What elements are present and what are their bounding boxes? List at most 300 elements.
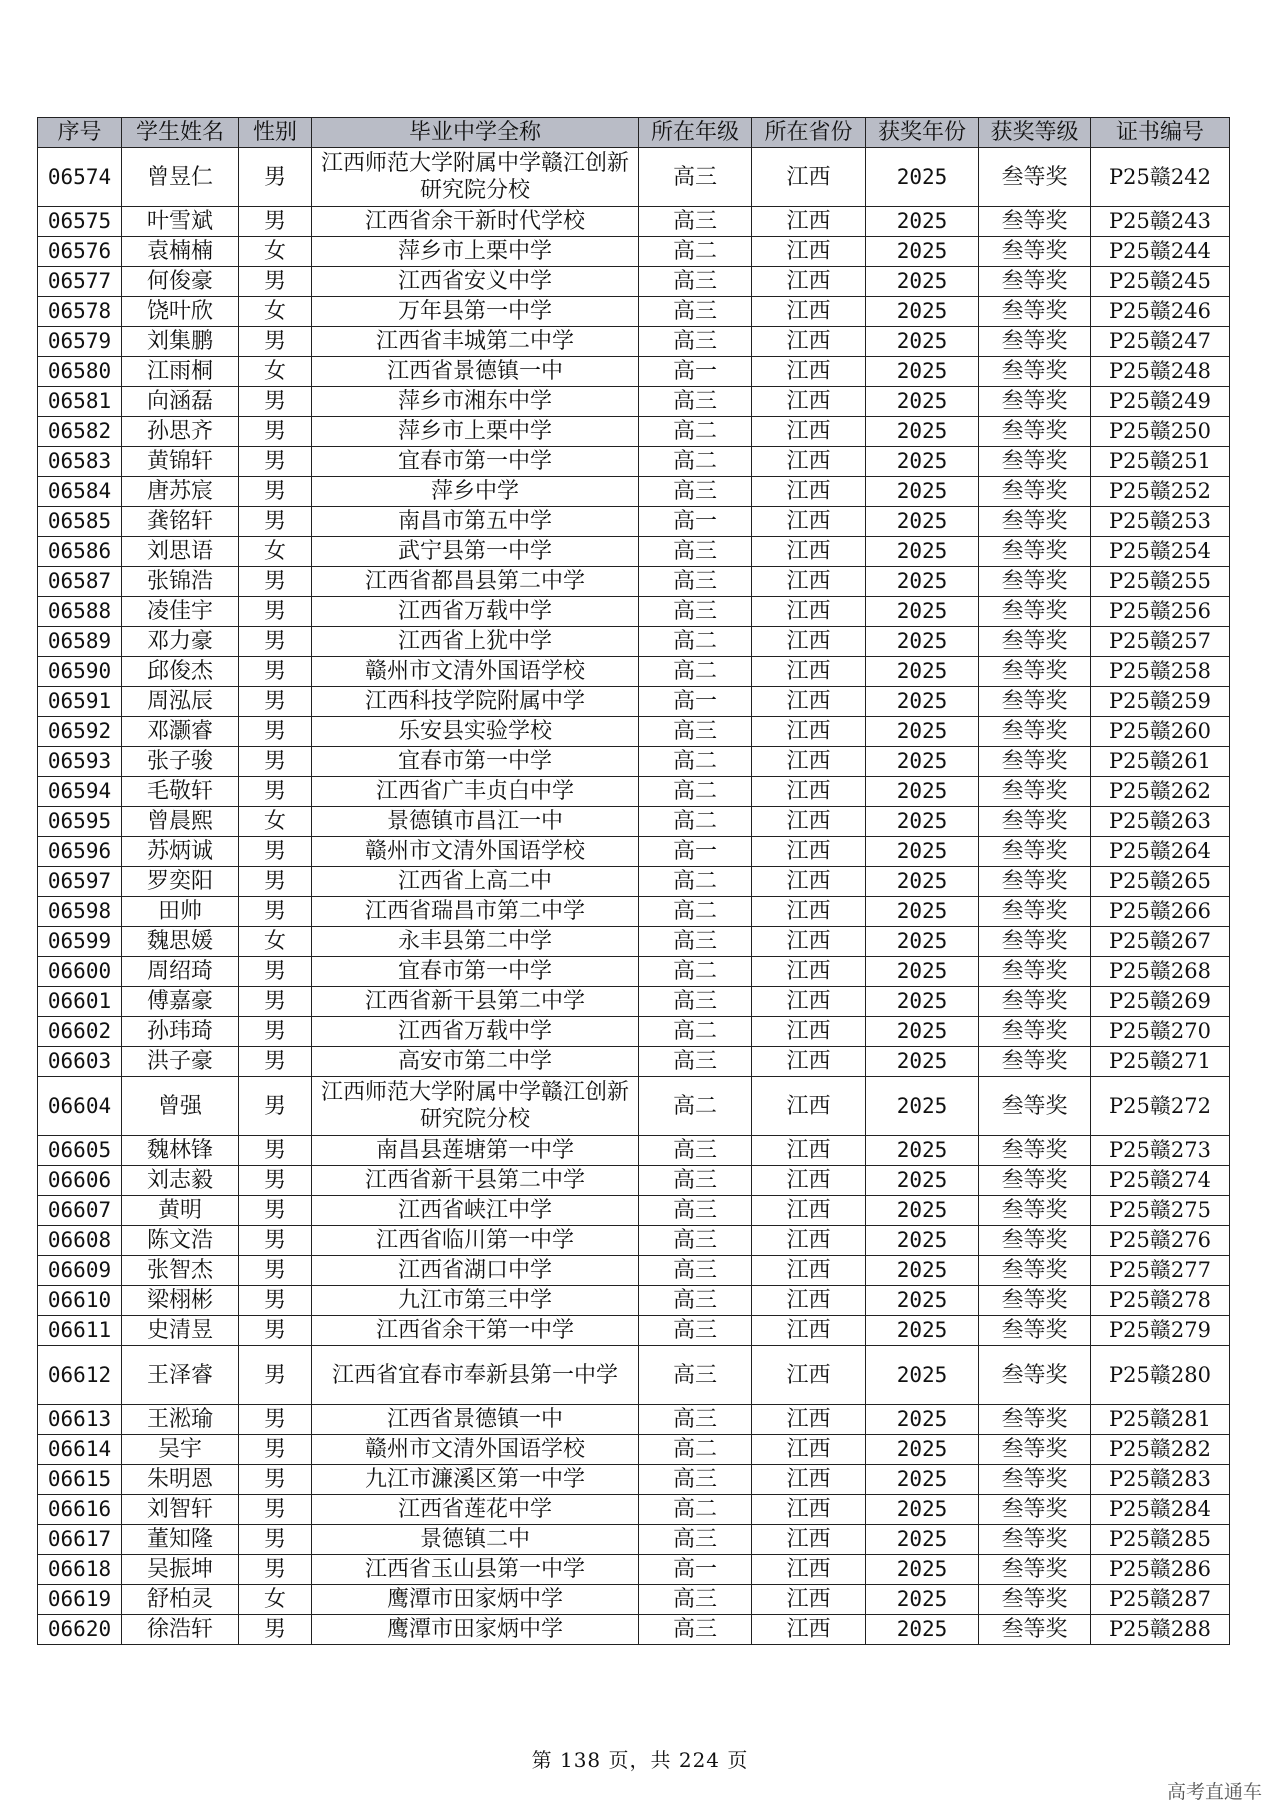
table-row xyxy=(38,1047,1230,1077)
cell-award-level: 叁等奖 xyxy=(979,747,1091,777)
cell-serial-number: 06583 xyxy=(38,447,122,477)
table-row xyxy=(38,957,1230,987)
cell-serial-number: 06581 xyxy=(38,387,122,417)
cell-province: 江西 xyxy=(752,1465,866,1495)
cell-grade: 高三 xyxy=(639,1316,752,1346)
cell-award-level: 叁等奖 xyxy=(979,567,1091,597)
cell-school-name: 江西省万载中学 xyxy=(312,597,639,627)
cell-province: 江西 xyxy=(752,1555,866,1585)
cell-student-name: 江雨桐 xyxy=(122,357,239,387)
cell-grade: 高二 xyxy=(639,897,752,927)
cell-school-name: 江西省瑞昌市第二中学 xyxy=(312,897,639,927)
table-row xyxy=(38,1465,1230,1495)
cell-award-level: 叁等奖 xyxy=(979,837,1091,867)
table-row xyxy=(38,477,1230,507)
cell-student-name: 孙思齐 xyxy=(122,417,239,447)
cell-certificate-number: P25赣278 xyxy=(1091,1286,1230,1316)
cell-grade: 高二 xyxy=(639,1077,752,1136)
cell-grade: 高二 xyxy=(639,777,752,807)
cell-award-year: 2025 xyxy=(866,1047,979,1077)
cell-student-name: 曾昱仁 xyxy=(122,148,239,207)
cell-serial-number: 06596 xyxy=(38,837,122,867)
cell-serial-number: 06577 xyxy=(38,267,122,297)
cell-award-year: 2025 xyxy=(866,837,979,867)
cell-award-level: 叁等奖 xyxy=(979,267,1091,297)
cell-award-level: 叁等奖 xyxy=(979,1405,1091,1435)
cell-award-year: 2025 xyxy=(866,507,979,537)
cell-gender: 男 xyxy=(239,687,312,717)
cell-award-level: 叁等奖 xyxy=(979,1017,1091,1047)
cell-award-year: 2025 xyxy=(866,477,979,507)
cell-certificate-number: P25赣280 xyxy=(1091,1346,1230,1405)
cell-grade: 高二 xyxy=(639,417,752,447)
cell-grade: 高二 xyxy=(639,957,752,987)
cell-award-year: 2025 xyxy=(866,927,979,957)
cell-province: 江西 xyxy=(752,477,866,507)
cell-certificate-number: P25赣269 xyxy=(1091,987,1230,1017)
cell-award-year: 2025 xyxy=(866,537,979,567)
cell-student-name: 吴振坤 xyxy=(122,1555,239,1585)
cell-award-level: 叁等奖 xyxy=(979,1555,1091,1585)
cell-award-year: 2025 xyxy=(866,1346,979,1405)
cell-student-name: 张智杰 xyxy=(122,1256,239,1286)
cell-award-year: 2025 xyxy=(866,717,979,747)
cell-province: 江西 xyxy=(752,807,866,837)
cell-serial-number: 06582 xyxy=(38,417,122,447)
cell-award-level: 叁等奖 xyxy=(979,897,1091,927)
cell-province: 江西 xyxy=(752,957,866,987)
table-row xyxy=(38,1017,1230,1047)
cell-gender: 男 xyxy=(239,447,312,477)
cell-school-name: 江西省宜春市奉新县第一中学 xyxy=(312,1346,639,1405)
cell-province: 江西 xyxy=(752,1166,866,1196)
cell-gender: 男 xyxy=(239,327,312,357)
cell-student-name: 孙玮琦 xyxy=(122,1017,239,1047)
cell-award-level: 叁等奖 xyxy=(979,1435,1091,1465)
cell-award-level: 叁等奖 xyxy=(979,927,1091,957)
cell-award-year: 2025 xyxy=(866,1615,979,1645)
cell-school-name: 景德镇二中 xyxy=(312,1525,639,1555)
cell-province: 江西 xyxy=(752,387,866,417)
cell-student-name: 黄锦轩 xyxy=(122,447,239,477)
cell-award-level: 叁等奖 xyxy=(979,1465,1091,1495)
cell-school-name: 万年县第一中学 xyxy=(312,297,639,327)
cell-serial-number: 06584 xyxy=(38,477,122,507)
cell-award-level: 叁等奖 xyxy=(979,1047,1091,1077)
cell-award-year: 2025 xyxy=(866,387,979,417)
cell-award-level: 叁等奖 xyxy=(979,777,1091,807)
cell-province: 江西 xyxy=(752,1196,866,1226)
cell-certificate-number: P25赣247 xyxy=(1091,327,1230,357)
cell-award-year: 2025 xyxy=(866,1435,979,1465)
cell-award-level: 叁等奖 xyxy=(979,717,1091,747)
cell-award-level: 叁等奖 xyxy=(979,1585,1091,1615)
cell-grade: 高三 xyxy=(639,267,752,297)
header-school-name: 毕业中学全称 xyxy=(312,118,639,148)
cell-student-name: 邱俊杰 xyxy=(122,657,239,687)
cell-serial-number: 06616 xyxy=(38,1495,122,1525)
cell-serial-number: 06575 xyxy=(38,207,122,237)
header-certificate-number: 证书编号 xyxy=(1091,118,1230,148)
cell-student-name: 傅嘉豪 xyxy=(122,987,239,1017)
cell-grade: 高三 xyxy=(639,387,752,417)
cell-student-name: 王泽睿 xyxy=(122,1346,239,1405)
cell-school-name: 江西省丰城第二中学 xyxy=(312,327,639,357)
cell-student-name: 曾晨熙 xyxy=(122,807,239,837)
cell-student-name: 龚铭轩 xyxy=(122,507,239,537)
cell-award-year: 2025 xyxy=(866,357,979,387)
cell-province: 江西 xyxy=(752,507,866,537)
cell-grade: 高三 xyxy=(639,537,752,567)
cell-school-name: 萍乡市上栗中学 xyxy=(312,237,639,267)
cell-certificate-number: P25赣268 xyxy=(1091,957,1230,987)
cell-certificate-number: P25赣248 xyxy=(1091,357,1230,387)
cell-province: 江西 xyxy=(752,447,866,477)
table-row xyxy=(38,387,1230,417)
cell-province: 江西 xyxy=(752,777,866,807)
cell-student-name: 叶雪斌 xyxy=(122,207,239,237)
cell-serial-number: 06604 xyxy=(38,1077,122,1136)
cell-grade: 高三 xyxy=(639,567,752,597)
cell-school-name: 高安市第二中学 xyxy=(312,1047,639,1077)
cell-student-name: 刘思语 xyxy=(122,537,239,567)
cell-award-year: 2025 xyxy=(866,1555,979,1585)
cell-school-name: 江西省都昌县第二中学 xyxy=(312,567,639,597)
cell-province: 江西 xyxy=(752,1525,866,1555)
cell-school-name: 江西师范大学附属中学赣江创新研究院分校 xyxy=(312,1077,639,1136)
cell-certificate-number: P25赣276 xyxy=(1091,1226,1230,1256)
cell-school-name: 江西省玉山县第一中学 xyxy=(312,1555,639,1585)
cell-school-name: 江西省湖口中学 xyxy=(312,1256,639,1286)
cell-grade: 高三 xyxy=(639,1585,752,1615)
cell-school-name: 赣州市文清外国语学校 xyxy=(312,657,639,687)
cell-school-name: 鹰潭市田家炳中学 xyxy=(312,1615,639,1645)
cell-gender: 男 xyxy=(239,1615,312,1645)
cell-serial-number: 06605 xyxy=(38,1136,122,1166)
cell-serial-number: 06602 xyxy=(38,1017,122,1047)
cell-school-name: 武宁县第一中学 xyxy=(312,537,639,567)
cell-grade: 高一 xyxy=(639,837,752,867)
cell-serial-number: 06615 xyxy=(38,1465,122,1495)
table-row xyxy=(38,1166,1230,1196)
cell-award-year: 2025 xyxy=(866,1136,979,1166)
cell-grade: 高三 xyxy=(639,1405,752,1435)
cell-certificate-number: P25赣263 xyxy=(1091,807,1230,837)
cell-gender: 女 xyxy=(239,807,312,837)
cell-province: 江西 xyxy=(752,567,866,597)
table-row xyxy=(38,597,1230,627)
cell-grade: 高三 xyxy=(639,1166,752,1196)
cell-certificate-number: P25赣286 xyxy=(1091,1555,1230,1585)
cell-gender: 女 xyxy=(239,357,312,387)
cell-serial-number: 06578 xyxy=(38,297,122,327)
cell-school-name: 江西省余干第一中学 xyxy=(312,1316,639,1346)
cell-province: 江西 xyxy=(752,537,866,567)
cell-student-name: 毛敬轩 xyxy=(122,777,239,807)
cell-gender: 男 xyxy=(239,1196,312,1226)
cell-student-name: 苏炳诚 xyxy=(122,837,239,867)
cell-grade: 高二 xyxy=(639,867,752,897)
cell-serial-number: 06594 xyxy=(38,777,122,807)
cell-award-level: 叁等奖 xyxy=(979,207,1091,237)
cell-student-name: 唐苏宸 xyxy=(122,477,239,507)
cell-certificate-number: P25赣254 xyxy=(1091,537,1230,567)
cell-gender: 男 xyxy=(239,417,312,447)
cell-gender: 男 xyxy=(239,207,312,237)
cell-gender: 女 xyxy=(239,927,312,957)
cell-award-year: 2025 xyxy=(866,1405,979,1435)
cell-award-year: 2025 xyxy=(866,867,979,897)
cell-school-name: 赣州市文清外国语学校 xyxy=(312,1435,639,1465)
table-row xyxy=(38,1196,1230,1226)
table-row xyxy=(38,897,1230,927)
cell-student-name: 黄明 xyxy=(122,1196,239,1226)
cell-certificate-number: P25赣259 xyxy=(1091,687,1230,717)
cell-school-name: 萍乡市上栗中学 xyxy=(312,417,639,447)
cell-serial-number: 06614 xyxy=(38,1435,122,1465)
cell-student-name: 刘集鹏 xyxy=(122,327,239,357)
cell-school-name: 江西科技学院附属中学 xyxy=(312,687,639,717)
cell-province: 江西 xyxy=(752,717,866,747)
cell-serial-number: 06609 xyxy=(38,1256,122,1286)
table-row xyxy=(38,297,1230,327)
cell-award-year: 2025 xyxy=(866,897,979,927)
cell-school-name: 景德镇市昌江一中 xyxy=(312,807,639,837)
cell-student-name: 吴宇 xyxy=(122,1435,239,1465)
cell-school-name: 宜春市第一中学 xyxy=(312,447,639,477)
cell-student-name: 刘志毅 xyxy=(122,1166,239,1196)
cell-certificate-number: P25赣284 xyxy=(1091,1495,1230,1525)
cell-province: 江西 xyxy=(752,237,866,267)
cell-serial-number: 06576 xyxy=(38,237,122,267)
cell-province: 江西 xyxy=(752,897,866,927)
cell-province: 江西 xyxy=(752,1405,866,1435)
cell-province: 江西 xyxy=(752,1017,866,1047)
cell-serial-number: 06606 xyxy=(38,1166,122,1196)
cell-grade: 高三 xyxy=(639,1346,752,1405)
cell-school-name: 赣州市文清外国语学校 xyxy=(312,837,639,867)
cell-province: 江西 xyxy=(752,1615,866,1645)
cell-gender: 男 xyxy=(239,1555,312,1585)
cell-grade: 高三 xyxy=(639,1047,752,1077)
cell-student-name: 董知隆 xyxy=(122,1525,239,1555)
cell-certificate-number: P25赣242 xyxy=(1091,148,1230,207)
cell-serial-number: 06593 xyxy=(38,747,122,777)
cell-student-name: 魏林锋 xyxy=(122,1136,239,1166)
table-row xyxy=(38,1346,1230,1405)
cell-award-year: 2025 xyxy=(866,1017,979,1047)
table-row xyxy=(38,1585,1230,1615)
cell-gender: 男 xyxy=(239,1256,312,1286)
cell-award-year: 2025 xyxy=(866,1525,979,1555)
cell-serial-number: 06612 xyxy=(38,1346,122,1405)
cell-award-level: 叁等奖 xyxy=(979,1136,1091,1166)
cell-student-name: 罗奕阳 xyxy=(122,867,239,897)
cell-grade: 高一 xyxy=(639,507,752,537)
cell-serial-number: 06618 xyxy=(38,1555,122,1585)
table-row xyxy=(38,807,1230,837)
cell-province: 江西 xyxy=(752,148,866,207)
cell-province: 江西 xyxy=(752,867,866,897)
cell-serial-number: 06595 xyxy=(38,807,122,837)
cell-award-level: 叁等奖 xyxy=(979,357,1091,387)
cell-gender: 男 xyxy=(239,1047,312,1077)
cell-serial-number: 06590 xyxy=(38,657,122,687)
cell-grade: 高二 xyxy=(639,1495,752,1525)
cell-province: 江西 xyxy=(752,1316,866,1346)
cell-award-year: 2025 xyxy=(866,807,979,837)
table-row xyxy=(38,537,1230,567)
cell-school-name: 鹰潭市田家炳中学 xyxy=(312,1585,639,1615)
cell-province: 江西 xyxy=(752,1226,866,1256)
cell-gender: 男 xyxy=(239,1525,312,1555)
cell-province: 江西 xyxy=(752,987,866,1017)
cell-certificate-number: P25赣245 xyxy=(1091,267,1230,297)
table-row xyxy=(38,417,1230,447)
cell-gender: 男 xyxy=(239,1465,312,1495)
cell-award-year: 2025 xyxy=(866,687,979,717)
cell-school-name: 江西省新干县第二中学 xyxy=(312,987,639,1017)
table-row xyxy=(38,1316,1230,1346)
table-row xyxy=(38,1495,1230,1525)
cell-gender: 女 xyxy=(239,1585,312,1615)
cell-award-year: 2025 xyxy=(866,1077,979,1136)
cell-school-name: 江西省新干县第二中学 xyxy=(312,1166,639,1196)
cell-student-name: 饶叶欣 xyxy=(122,297,239,327)
cell-student-name: 洪子豪 xyxy=(122,1047,239,1077)
cell-award-level: 叁等奖 xyxy=(979,867,1091,897)
cell-province: 江西 xyxy=(752,927,866,957)
cell-student-name: 邓力豪 xyxy=(122,627,239,657)
table-row xyxy=(38,1405,1230,1435)
cell-gender: 女 xyxy=(239,237,312,267)
cell-award-year: 2025 xyxy=(866,1495,979,1525)
cell-school-name: 南昌县莲塘第一中学 xyxy=(312,1136,639,1166)
cell-gender: 女 xyxy=(239,537,312,567)
cell-gender: 男 xyxy=(239,477,312,507)
cell-serial-number: 06598 xyxy=(38,897,122,927)
cell-serial-number: 06592 xyxy=(38,717,122,747)
cell-serial-number: 06613 xyxy=(38,1405,122,1435)
cell-certificate-number: P25赣249 xyxy=(1091,387,1230,417)
cell-award-year: 2025 xyxy=(866,627,979,657)
cell-grade: 高三 xyxy=(639,1136,752,1166)
cell-award-level: 叁等奖 xyxy=(979,1316,1091,1346)
header-province: 所在省份 xyxy=(752,118,866,148)
cell-certificate-number: P25赣287 xyxy=(1091,1585,1230,1615)
cell-school-name: 江西省上高二中 xyxy=(312,867,639,897)
cell-gender: 男 xyxy=(239,1346,312,1405)
cell-award-year: 2025 xyxy=(866,747,979,777)
cell-award-level: 叁等奖 xyxy=(979,1615,1091,1645)
cell-serial-number: 06588 xyxy=(38,597,122,627)
cell-student-name: 徐浩轩 xyxy=(122,1615,239,1645)
cell-award-year: 2025 xyxy=(866,597,979,627)
cell-province: 江西 xyxy=(752,267,866,297)
cell-grade: 高三 xyxy=(639,1256,752,1286)
cell-certificate-number: P25赣256 xyxy=(1091,597,1230,627)
cell-school-name: 九江市濂溪区第一中学 xyxy=(312,1465,639,1495)
cell-serial-number: 06580 xyxy=(38,357,122,387)
cell-award-level: 叁等奖 xyxy=(979,1196,1091,1226)
cell-school-name: 江西师范大学附属中学赣江创新研究院分校 xyxy=(312,148,639,207)
cell-award-year: 2025 xyxy=(866,1585,979,1615)
cell-certificate-number: P25赣246 xyxy=(1091,297,1230,327)
cell-student-name: 田帅 xyxy=(122,897,239,927)
cell-certificate-number: P25赣258 xyxy=(1091,657,1230,687)
cell-student-name: 袁楠楠 xyxy=(122,237,239,267)
cell-serial-number: 06587 xyxy=(38,567,122,597)
cell-province: 江西 xyxy=(752,1585,866,1615)
cell-grade: 高三 xyxy=(639,148,752,207)
cell-certificate-number: P25赣274 xyxy=(1091,1166,1230,1196)
cell-grade: 高三 xyxy=(639,207,752,237)
cell-certificate-number: P25赣251 xyxy=(1091,447,1230,477)
table-row xyxy=(38,507,1230,537)
cell-school-name: 宜春市第一中学 xyxy=(312,957,639,987)
cell-certificate-number: P25赣250 xyxy=(1091,417,1230,447)
cell-certificate-number: P25赣264 xyxy=(1091,837,1230,867)
cell-award-level: 叁等奖 xyxy=(979,627,1091,657)
cell-award-year: 2025 xyxy=(866,1166,979,1196)
table-row xyxy=(38,1256,1230,1286)
cell-award-level: 叁等奖 xyxy=(979,1166,1091,1196)
cell-serial-number: 06574 xyxy=(38,148,122,207)
cell-award-level: 叁等奖 xyxy=(979,597,1091,627)
cell-certificate-number: P25赣281 xyxy=(1091,1405,1230,1435)
cell-province: 江西 xyxy=(752,687,866,717)
cell-award-level: 叁等奖 xyxy=(979,297,1091,327)
cell-province: 江西 xyxy=(752,1136,866,1166)
cell-gender: 男 xyxy=(239,747,312,777)
cell-province: 江西 xyxy=(752,1346,866,1405)
cell-certificate-number: P25赣262 xyxy=(1091,777,1230,807)
table-row xyxy=(38,357,1230,387)
cell-serial-number: 06600 xyxy=(38,957,122,987)
cell-serial-number: 06589 xyxy=(38,627,122,657)
cell-gender: 男 xyxy=(239,597,312,627)
cell-award-level: 叁等奖 xyxy=(979,1226,1091,1256)
table-row xyxy=(38,657,1230,687)
table-row xyxy=(38,1555,1230,1585)
cell-grade: 高三 xyxy=(639,1226,752,1256)
table-row xyxy=(38,747,1230,777)
cell-school-name: 宜春市第一中学 xyxy=(312,747,639,777)
cell-province: 江西 xyxy=(752,1256,866,1286)
cell-serial-number: 06617 xyxy=(38,1525,122,1555)
cell-school-name: 江西省景德镇一中 xyxy=(312,357,639,387)
cell-province: 江西 xyxy=(752,747,866,777)
cell-award-level: 叁等奖 xyxy=(979,1286,1091,1316)
cell-grade: 高一 xyxy=(639,687,752,717)
cell-award-year: 2025 xyxy=(866,777,979,807)
cell-certificate-number: P25赣265 xyxy=(1091,867,1230,897)
cell-certificate-number: P25赣277 xyxy=(1091,1256,1230,1286)
cell-gender: 男 xyxy=(239,897,312,927)
cell-grade: 高二 xyxy=(639,1017,752,1047)
table-row xyxy=(38,1136,1230,1166)
table-row xyxy=(38,687,1230,717)
cell-certificate-number: P25赣270 xyxy=(1091,1017,1230,1047)
cell-gender: 男 xyxy=(239,1316,312,1346)
cell-school-name: 萍乡市湘东中学 xyxy=(312,387,639,417)
brand-watermark: 高考直通车 xyxy=(1166,1781,1262,1803)
cell-gender: 男 xyxy=(239,957,312,987)
cell-award-level: 叁等奖 xyxy=(979,1495,1091,1525)
cell-certificate-number: P25赣252 xyxy=(1091,477,1230,507)
cell-award-year: 2025 xyxy=(866,447,979,477)
cell-certificate-number: P25赣253 xyxy=(1091,507,1230,537)
